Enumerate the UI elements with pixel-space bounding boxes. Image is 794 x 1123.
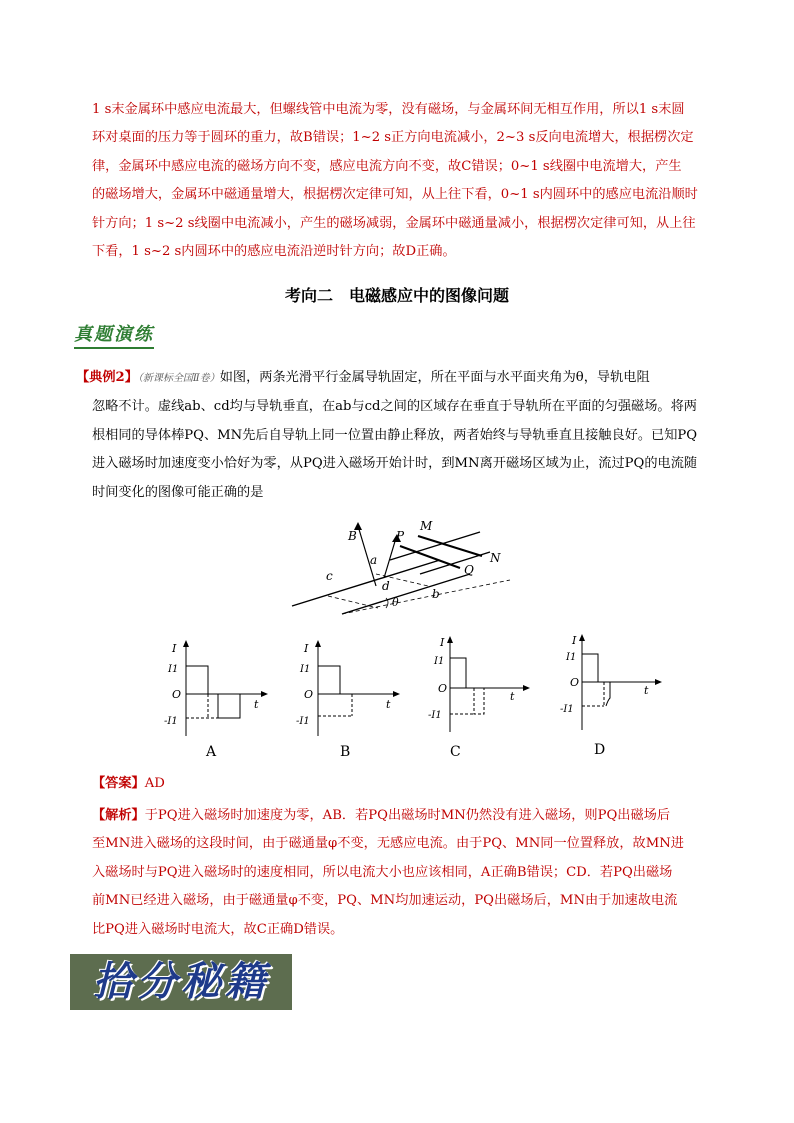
tick-label-minus: -I1 <box>296 716 310 727</box>
question-line: 忽略不计。虚线ab、cd均与导轨垂直，在ab与cd之间的区域存在垂直于导轨所在平面的匀强磁场。将两 <box>92 399 697 415</box>
analysis-first-line <box>92 802 722 830</box>
answer-value: AD <box>144 776 165 791</box>
current-segment <box>474 688 484 714</box>
origin-label: O <box>438 682 448 695</box>
origin-label: O <box>570 676 580 689</box>
intro-line: 1 s末金属环中感应电流最大，但螺线管中电流为零，没有磁场，与金属环间无相互作用，所以1 s末圆 <box>92 102 685 117</box>
question-first-line <box>76 364 726 393</box>
answer-line <box>92 772 165 791</box>
option-label: C <box>450 744 461 760</box>
tick-label-minus: -I1 <box>560 704 574 715</box>
graph-option-d <box>560 630 670 762</box>
intro-line: 的磁场增大，金属环中磁通量增大，根据楞次定律可知，从上往下看，0~1 s内圆环中的感应电流沿顺时 <box>92 187 698 203</box>
question-line: 根相同的导体棒PQ、MN先后自导轨上同一位置由静止释放，两者始终与导轨垂直且接触良好。已知PQ <box>92 427 698 443</box>
analysis-line: 于PQ进入磁场时加速度为零，AB．若PQ出磁场时MN仍然没有进入磁场，则PQ出磁场后 <box>144 808 671 823</box>
current-curve <box>606 682 610 706</box>
question-line: 进入磁场时加速度变小恰好为零，从PQ进入磁场开始计时，到MN离开磁场区域为止，流过PQ的电流随 <box>92 456 698 472</box>
label-b: b <box>432 587 440 601</box>
arrow-head <box>523 685 530 691</box>
question-tag: 【典例2】 <box>76 370 138 385</box>
arrow-head <box>261 691 268 697</box>
intro-line: 环对桌面的压力等于圆环的重力，故B错误；1~2 s正方向电流减小，2~3 s反向电流增大，根据楞次定 <box>92 130 694 146</box>
arrow-head <box>447 636 453 643</box>
label-M: M <box>420 519 433 533</box>
tick-label-plus: I1 <box>434 656 445 667</box>
tick-label-plus: I1 <box>300 664 311 675</box>
label-B: B <box>348 529 357 543</box>
current-segment <box>186 666 208 694</box>
practice-label: 真题演练 <box>74 320 154 349</box>
label-Q: Q <box>464 563 474 577</box>
axis-label-t: t <box>386 698 391 711</box>
section-title: 考向二 电磁感应中的图像问题 <box>284 286 509 305</box>
graph-option-c <box>428 632 538 762</box>
axis-label-t: t <box>510 690 515 703</box>
tick-label-minus: -I1 <box>164 716 178 727</box>
analysis-line: 前MN已经进入磁场，由于磁通量φ不变，PQ、MN均加速运动，PQ出磁场后，MN由于加速故电流 <box>92 893 678 909</box>
graph-option-b <box>296 636 406 762</box>
label-N: N <box>490 551 501 565</box>
option-label: A <box>206 744 217 760</box>
arrow-head <box>655 679 662 685</box>
origin-label: O <box>172 688 182 701</box>
analysis-line: 比PQ进入磁场时电流大，故C正确D错误。 <box>92 921 344 937</box>
current-segment <box>450 658 466 688</box>
tips-banner-text: 拾分秘籍 <box>93 959 269 1005</box>
analysis-tag: 【解析】 <box>92 808 145 823</box>
rail-left <box>292 560 440 606</box>
arrow-head <box>579 634 585 641</box>
tick-label-plus: I1 <box>168 664 179 675</box>
origin-label: O <box>304 688 314 701</box>
rail-right <box>342 574 470 614</box>
arrow-head <box>393 691 400 697</box>
label-theta: θ <box>392 596 399 609</box>
label-d: d <box>382 579 390 593</box>
question-line: 时间变化的图像可能正确的是 <box>92 484 264 500</box>
intro-line: 律，金属环中感应电流的磁场方向不变，感应电流方向不变，故C错误；0~1 s线圈中电流增大，产生 <box>92 158 682 174</box>
current-segment <box>582 654 598 682</box>
axis-label-t: t <box>644 684 649 697</box>
axis-label-I: I <box>304 642 309 655</box>
rail-diagram <box>280 516 520 620</box>
boundary-cd <box>328 596 378 608</box>
axis-label-I: I <box>440 636 445 649</box>
label-c: c <box>326 569 333 583</box>
intro-paragraph <box>92 96 722 266</box>
option-label: B <box>340 744 351 760</box>
analysis-line: 至MN进入磁场的这段时间，由于磁通量φ不变，无感应电流。由于PQ、MN同一位置释放，故MN进 <box>92 836 684 852</box>
question-line: 如图，两条光滑平行金属导轨固定，所在平面与水平面夹角为θ，导轨电阻 <box>219 370 650 385</box>
question-source: （新课标全国Ⅱ卷） <box>137 373 220 384</box>
option-label: D <box>594 742 606 758</box>
tick-label-plus: I1 <box>566 652 577 663</box>
question-block <box>76 364 726 507</box>
tips-banner <box>70 954 292 1010</box>
analysis-paragraph <box>92 802 722 944</box>
current-segment <box>218 694 240 718</box>
axis-label-I: I <box>572 634 577 647</box>
axis-label-t: t <box>254 698 259 711</box>
current-segment <box>318 666 340 694</box>
arrow-head <box>315 640 321 647</box>
answer-tag: 【答案】 <box>92 776 145 791</box>
arrow-head <box>183 640 189 647</box>
analysis-line: 入磁场时与PQ进入磁场时的速度相同，所以电流大小也应该相同，A正确B错误；CD．若PQ出磁场 <box>92 864 673 880</box>
graph-option-a <box>164 636 274 762</box>
label-P: P <box>396 529 405 543</box>
rod-MN <box>418 536 482 556</box>
intro-line: 针方向；1 s~2 s线圈中电流减小，产生的磁场减弱，金属环中磁通量减小，根据楞次定律可知，从上往 <box>92 215 696 231</box>
label-a: a <box>370 553 378 567</box>
tick-label-minus: -I1 <box>428 710 442 721</box>
rod-PQ <box>400 546 460 568</box>
axis-label-I: I <box>172 642 177 655</box>
horizontal-reference <box>342 580 510 614</box>
intro-line: 下看，1 s~2 s内圆环中的感应电流沿逆时针方向；故D正确。 <box>92 244 456 260</box>
